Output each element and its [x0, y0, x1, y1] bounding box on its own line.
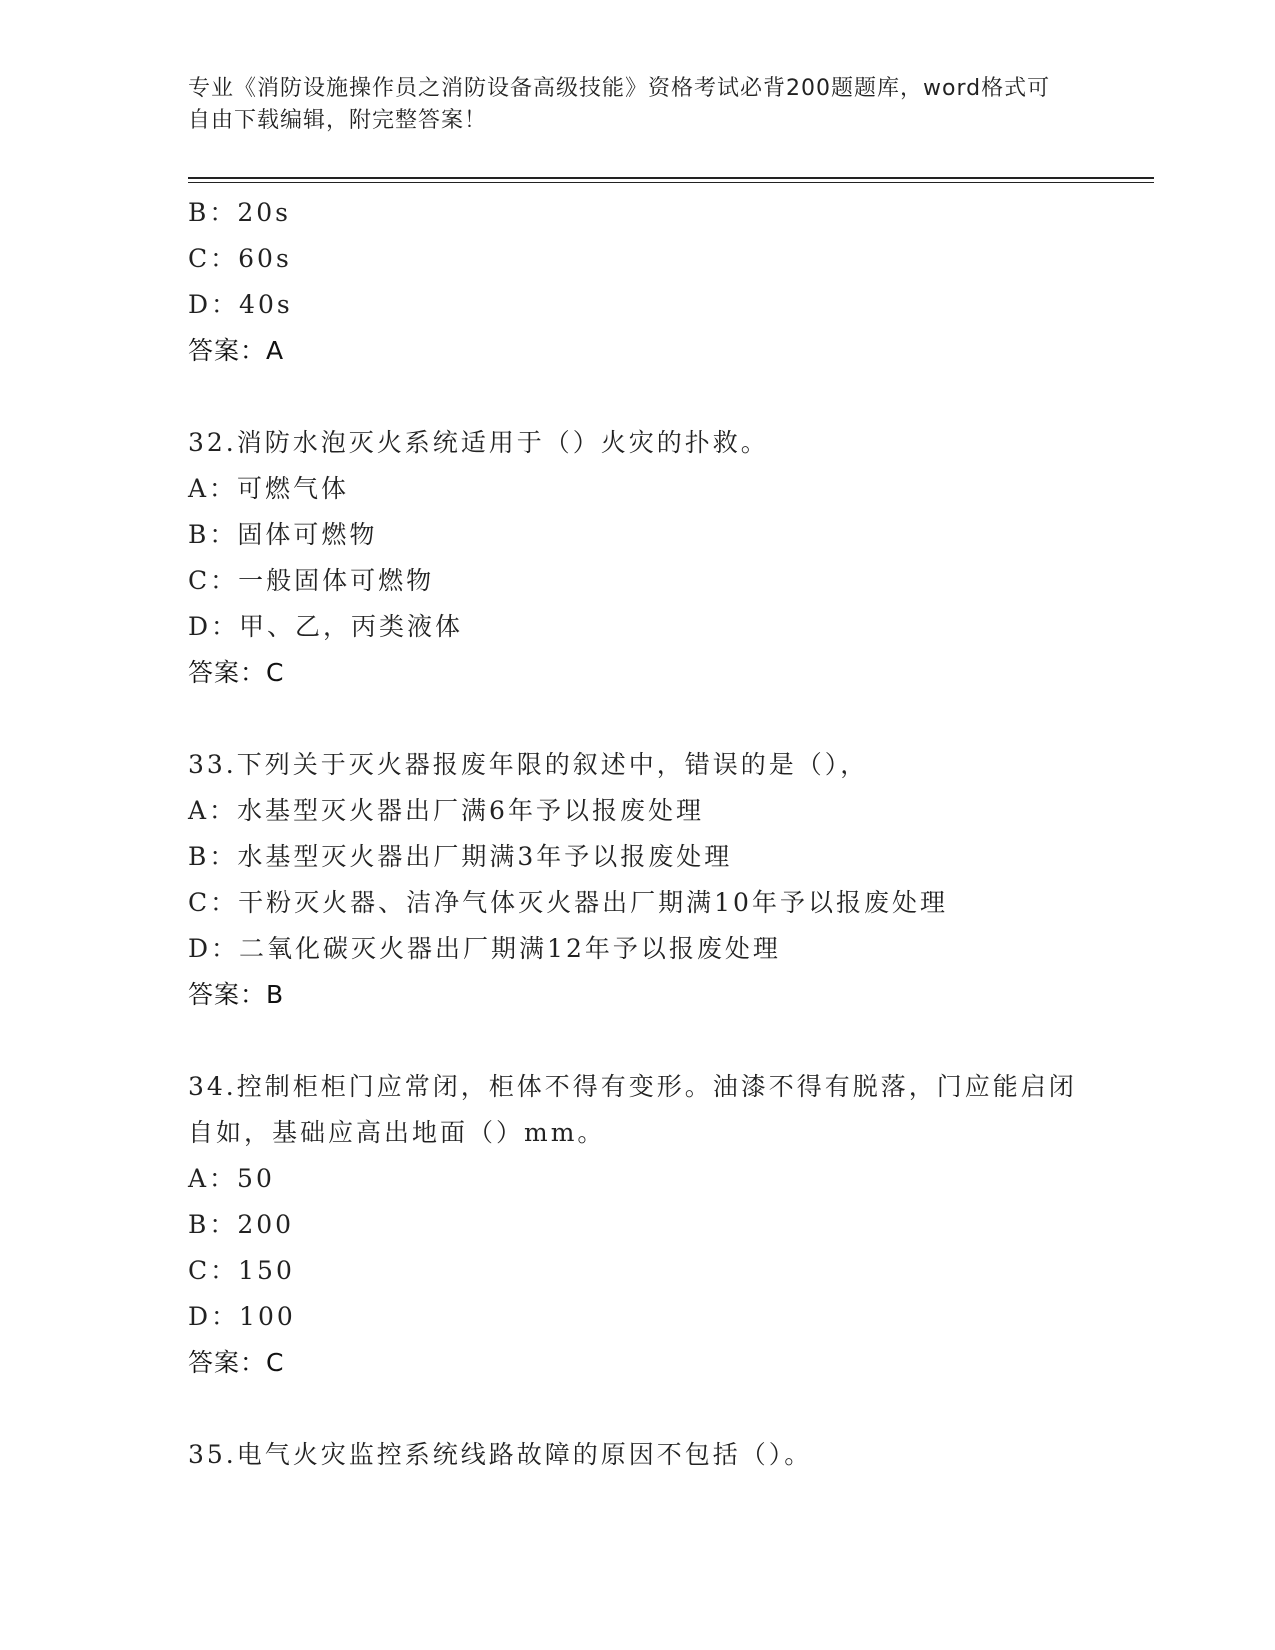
spacer [188, 374, 1088, 420]
header-divider-thin [188, 182, 1154, 183]
question-content [188, 190, 1088, 1478]
option-c: C：干粉灭火器、洁净气体灭火器出厂期满10年予以报废处理 [188, 888, 948, 917]
question-32-block [188, 420, 1088, 696]
option-a: A：50 [188, 1164, 275, 1193]
question-34-block [188, 1064, 1088, 1386]
option-d: D：40s [188, 290, 293, 319]
option-a: A：可燃气体 [188, 474, 350, 503]
spacer [188, 696, 1088, 742]
spacer [188, 1018, 1088, 1064]
question-35-block [188, 1432, 1088, 1478]
question-text: 34.控制柜柜门应常闭，柜体不得有变形。油漆不得有脱落，门应能启闭自如，基础应高出地面（）mm。 [188, 1072, 1077, 1147]
answer-line: 答案：C [188, 1348, 285, 1377]
option-c: C：150 [188, 1256, 295, 1285]
answer-line: 答案：A [188, 336, 285, 365]
option-b: B：20s [188, 198, 292, 227]
question-33-block [188, 742, 1088, 1018]
option-b: B：固体可燃物 [188, 520, 378, 549]
option-c: C：60s [188, 244, 292, 273]
option-d: D：100 [188, 1302, 296, 1331]
option-b: B：水基型灭火器出厂期满3年予以报废处理 [188, 842, 733, 871]
answer-line: 答案：B [188, 980, 285, 1009]
option-d: D：甲、乙，丙类液体 [188, 612, 464, 641]
answer-line: 答案：C [188, 658, 285, 687]
spacer [188, 1386, 1088, 1432]
question-text: 32.消防水泡灭火系统适用于（）火灾的扑救。 [188, 428, 769, 457]
option-b: B：200 [188, 1210, 295, 1239]
option-c: C：一般固体可燃物 [188, 566, 435, 595]
option-d: D：二氧化碳灭火器出厂期满12年予以报废处理 [188, 934, 781, 963]
document-header: 专业《消防设施操作员之消防设备高级技能》资格考试必背200题题库，word格式可自由下载编辑，附完整答案！ [188, 76, 1051, 133]
option-a: A：水基型灭火器出厂满6年予以报废处理 [188, 796, 704, 825]
header-divider-thick [188, 177, 1154, 179]
question-text: 33.下列关于灭火器报废年限的叙述中，错误的是（）， [188, 750, 869, 779]
question-text: 35.电气火灾监控系统线路故障的原因不包括（）。 [188, 1440, 813, 1469]
previous-question-block [188, 190, 1088, 374]
